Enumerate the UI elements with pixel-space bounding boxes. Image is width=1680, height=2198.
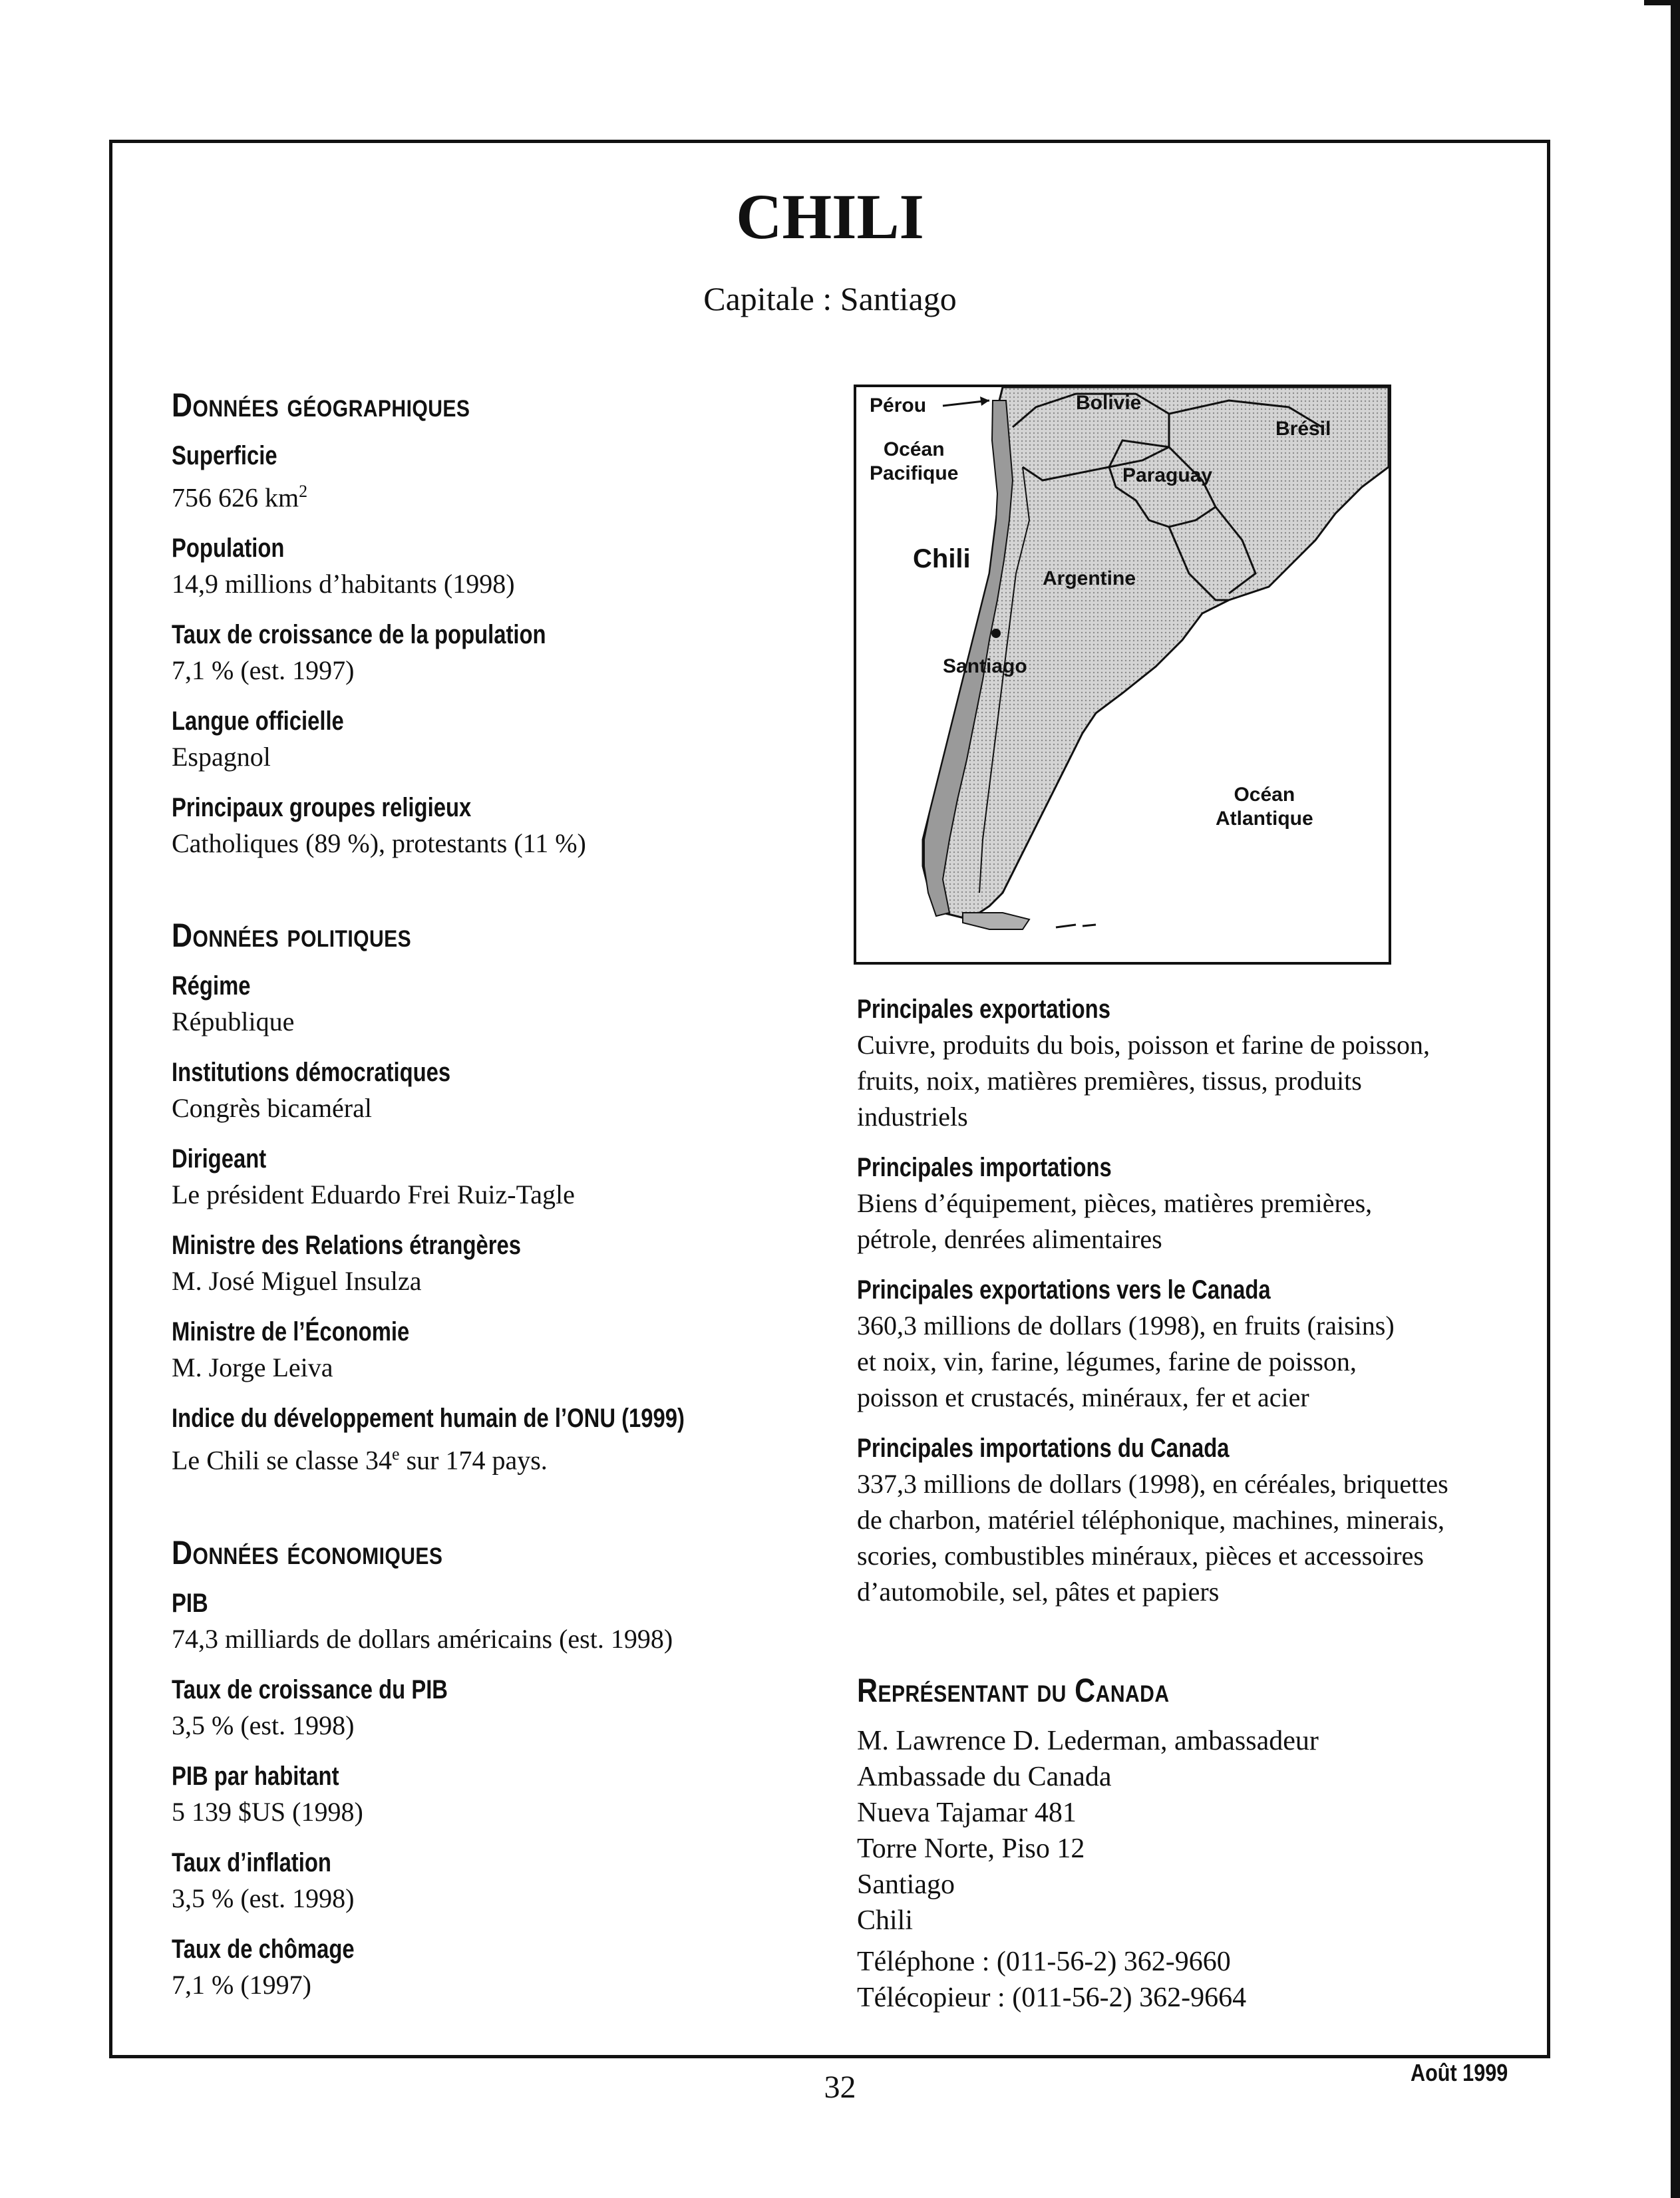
map-label-chili: Chili xyxy=(913,544,971,573)
field-pib-habitant xyxy=(172,1758,837,1830)
field-chomage xyxy=(172,1931,837,2003)
field-regime xyxy=(172,968,837,1040)
field-label: Superficie xyxy=(172,441,277,470)
field-religions xyxy=(172,790,837,862)
field-value: M. José Miguel Insulza xyxy=(172,1266,422,1297)
section-heading-rep: Représentant du Canada xyxy=(857,1672,1170,1709)
field-exportations xyxy=(857,991,1529,1135)
field-population xyxy=(172,530,837,602)
footer-date: Août 1999 xyxy=(1411,2059,1508,2086)
map-label-ocean-pacifique: Océan Pacifique xyxy=(870,438,959,484)
field-value: Catholiques (89 %), protestants (11 %) xyxy=(172,828,586,859)
field-institutions xyxy=(172,1054,837,1126)
field-label: PIB xyxy=(172,1588,208,1618)
contact-phone: Téléphone : (011-56-2) 362-9660 xyxy=(857,1947,1231,1977)
field-label: Principales exportations xyxy=(857,995,1110,1024)
field-label: Taux de croissance du PIB xyxy=(172,1674,448,1704)
field-langue xyxy=(172,703,837,775)
field-value-line: 337,3 millions de dollars (1998), en céréales, briquettes xyxy=(857,1469,1448,1499)
page-number: 32 xyxy=(824,2070,856,2105)
map-label-bolivie: Bolivie xyxy=(1076,392,1142,414)
field-label: Taux de croissance de la population xyxy=(172,620,546,650)
field-value: République xyxy=(172,1007,295,1037)
field-value: 14,9 millions d’habitants (1998) xyxy=(172,569,515,599)
field-value: Le président Eduardo Frei Ruiz-Tagle xyxy=(172,1179,575,1210)
map-label-santiago: Santiago xyxy=(943,655,1027,677)
section-heading-pol: Données politiques xyxy=(172,917,412,955)
section-heading-geo: Données géographiques xyxy=(172,387,470,424)
field-dirigeant xyxy=(172,1141,837,1213)
contact-line: Torre Norte, Piso 12 xyxy=(857,1833,1085,1864)
section-heading-eco: Données économiques xyxy=(172,1533,443,1571)
field-label: Principales exportations vers le Canada xyxy=(857,1275,1271,1305)
value-text: Le Chili se classe 34 xyxy=(172,1445,393,1476)
field-superficie xyxy=(172,438,837,516)
field-value: 3,5 % (est. 1998) xyxy=(172,1883,355,1913)
value-text: sur 174 pays. xyxy=(399,1445,548,1476)
field-label: Langue officielle xyxy=(172,706,344,736)
field-value-line: scories, combustibles minéraux, pièces et accessoires xyxy=(857,1541,1424,1571)
field-label: Institutions démocratiques xyxy=(172,1058,451,1088)
value-text: 756 626 km xyxy=(172,482,299,513)
field-ministre-economie xyxy=(172,1314,837,1386)
field-importations xyxy=(857,1150,1529,1257)
field-label: Taux de chômage xyxy=(172,1934,355,1964)
field-value-line: Biens d’équipement, pièces, matières premières, xyxy=(857,1188,1373,1218)
field-value: 5 139 $US (1998) xyxy=(172,1796,363,1827)
field-label: PIB par habitant xyxy=(172,1761,339,1791)
field-value: Espagnol xyxy=(172,742,271,772)
field-value: 74,3 milliards de dollars américains (est. 1998) xyxy=(172,1623,673,1654)
field-value: M. Jorge Leiva xyxy=(172,1352,333,1383)
field-croissance-population xyxy=(172,617,837,689)
field-label: Principales importations du Canada xyxy=(857,1434,1230,1463)
map-south-america xyxy=(854,385,1391,965)
falklands-dash xyxy=(1056,925,1096,927)
contact-name: M. Lawrence D. Lederman, ambassadeur xyxy=(857,1726,1319,1756)
field-inflation xyxy=(172,1845,837,1917)
field-label: Principales importations xyxy=(857,1153,1112,1182)
field-label: Indice du développement humain de l’ONU (1999) xyxy=(172,1404,685,1434)
arrowhead-perou xyxy=(980,396,989,406)
field-value xyxy=(172,1436,837,1478)
field-value-line: d’automobile, sel, pâtes et papiers xyxy=(857,1577,1220,1607)
field-importations-canada xyxy=(857,1430,1529,1610)
contact-fax: Télécopieur : (011-56-2) 362-9664 xyxy=(857,1982,1247,2013)
map-label-bresil: Brésil xyxy=(1275,418,1331,440)
tierra-del-fuego xyxy=(963,913,1029,929)
right-column xyxy=(857,991,1529,2016)
field-label: Taux d’inflation xyxy=(172,1847,331,1877)
field-label: Population xyxy=(172,534,285,563)
field-label: Principaux groupes religieux xyxy=(172,793,472,823)
left-column xyxy=(172,386,837,2018)
field-croissance-pib xyxy=(172,1672,837,1744)
field-label: Ministre des Relations étrangères xyxy=(172,1231,521,1261)
map-label-ocean-atlantique: Océan Atlantique xyxy=(1216,784,1313,830)
field-value: 7,1 % (1997) xyxy=(172,1969,311,2000)
field-value-line: 360,3 millions de dollars (1998), en fruits (raisins) xyxy=(857,1311,1395,1340)
field-label: Dirigeant xyxy=(172,1144,267,1174)
value-superscript: 2 xyxy=(299,482,308,501)
field-value-line: et noix, vin, farine, légumes, farine de poisson, xyxy=(857,1346,1357,1376)
capital-subtitle: Capitale : Santiago xyxy=(703,280,957,317)
field-exportations-canada xyxy=(857,1272,1529,1416)
field-idh xyxy=(172,1400,837,1478)
field-value-line: fruits, noix, matières premières, tissus, produits xyxy=(857,1066,1362,1096)
field-label: Régime xyxy=(172,971,251,1001)
binding-edge xyxy=(1671,0,1680,2198)
field-ministre-relations xyxy=(172,1227,837,1299)
field-value: 7,1 % (est. 1997) xyxy=(172,655,355,686)
contact-line: Ambassade du Canada xyxy=(857,1762,1112,1792)
field-value: 3,5 % (est. 1998) xyxy=(172,1710,355,1740)
field-value-line: poisson et crustacés, minéraux, fer et acier xyxy=(857,1382,1309,1412)
page-title: CHILI xyxy=(736,181,924,252)
field-value-line: de charbon, matériel téléphonique, machines, minerais, xyxy=(857,1505,1445,1535)
field-pib xyxy=(172,1585,837,1657)
map-label-perou: Pérou xyxy=(870,394,927,416)
contact-line: Chili xyxy=(857,1905,914,1936)
map-label-paraguay: Paraguay xyxy=(1122,464,1213,486)
field-label: Ministre de l’Économie xyxy=(172,1317,410,1347)
contact-line: Santiago xyxy=(857,1869,955,1900)
binding-tick xyxy=(1644,0,1671,5)
field-value-line: Cuivre, produits du bois, poisson et farine de poisson, xyxy=(857,1030,1430,1060)
field-value-line: industriels xyxy=(857,1102,968,1132)
field-value-line: pétrole, denrées alimentaires xyxy=(857,1224,1162,1254)
field-value: Congrès bicaméral xyxy=(172,1093,372,1124)
value-superscript: e xyxy=(392,1444,400,1464)
santiago-dot xyxy=(991,629,1001,638)
map-label-argentine: Argentine xyxy=(1043,567,1136,589)
contact-line: Nueva Tajamar 481 xyxy=(857,1798,1077,1828)
field-value xyxy=(172,474,837,516)
